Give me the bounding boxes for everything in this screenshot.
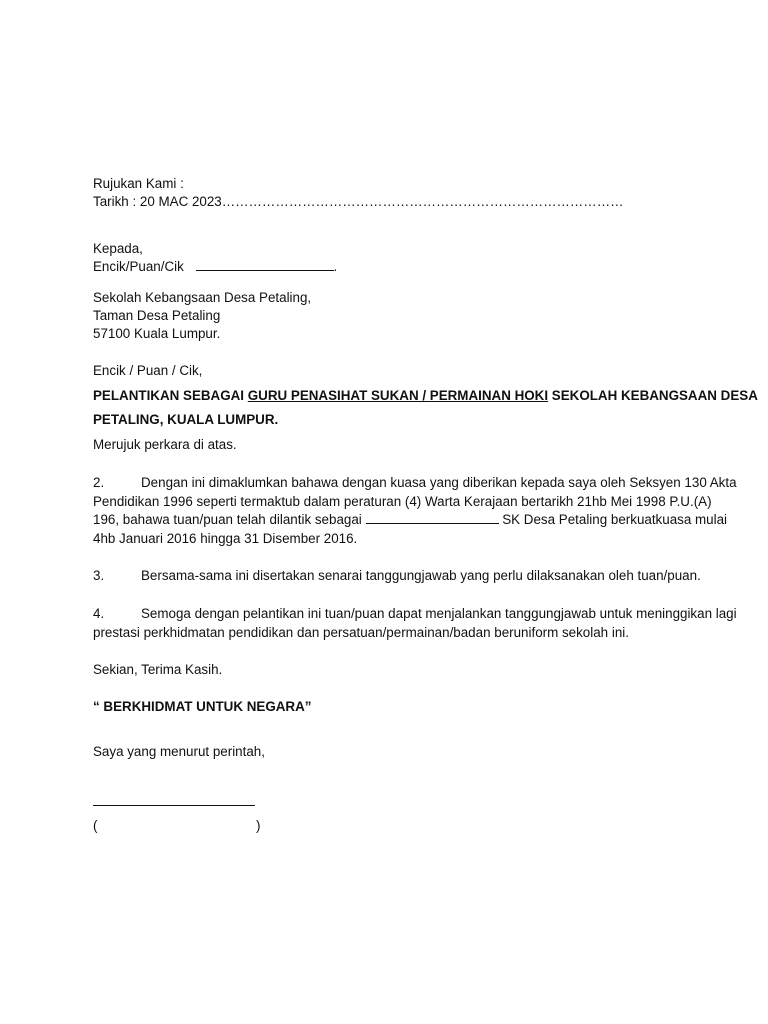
closing-line: Sekian, Terima Kasih. bbox=[93, 662, 223, 677]
motto bbox=[93, 698, 724, 716]
para2-line-3 bbox=[93, 511, 728, 530]
subject-heading bbox=[93, 384, 758, 432]
para2-number: 2. bbox=[93, 475, 105, 490]
subject-underlined: GURU PENASIHAT SUKAN / PERMAINAN HOKI bbox=[247, 388, 549, 403]
kepada-line: Kepada, bbox=[93, 241, 143, 256]
recipient-line-end: . bbox=[333, 259, 338, 275]
para3-text: Bersama-sama ini disertakan senarai tanggungjawab yang perlu dilaksanakan oleh tuan/puan. bbox=[141, 568, 701, 583]
address-line-3: 57100 Kuala Lumpur. bbox=[93, 326, 221, 342]
reference-line: Merujuk perkara di atas. bbox=[93, 437, 237, 452]
signature-paren-open: ( bbox=[93, 818, 98, 833]
subject-part-1: PELANTIKAN SEBAGAI bbox=[93, 388, 248, 403]
para2-text-1: Dengan ini dimaklumkan bahawa dengan kuasa yang diberikan kepada saya oleh Seksyen 130 Akta bbox=[141, 475, 737, 490]
greeting-line: Encik / Puan / Cik, bbox=[93, 363, 203, 378]
para4-text-1: Semoga dengan pelantikan ini tuan/puan dapat menjalankan tanggungjawab untuk meninggikan lagi bbox=[141, 606, 737, 621]
position-blank bbox=[366, 511, 499, 524]
para4-line-1 bbox=[93, 605, 737, 624]
para2-text-3b: SK Desa Petaling berkuatkuasa mulai bbox=[498, 512, 728, 527]
signature-line bbox=[93, 805, 255, 806]
address-line-1: Sekolah Kebangsaan Desa Petaling, bbox=[93, 290, 312, 305]
para3-line bbox=[93, 567, 724, 586]
subject-line-2: PETALING, KUALA LUMPUR. bbox=[93, 412, 279, 427]
address-line-2: Taman Desa Petaling bbox=[93, 308, 221, 324]
signature-paren-close: ) bbox=[256, 818, 261, 833]
signoff bbox=[93, 743, 724, 761]
para2-text-3a: 196, bahawa tuan/puan telah dilantik sebagai bbox=[93, 512, 366, 527]
motto-line: “ BERKHIDMAT UNTUK NEGARA” bbox=[93, 699, 312, 714]
reference-sentence bbox=[93, 436, 724, 454]
para2-line-4: 4hb Januari 2016 hingga 31 Disember 2016. bbox=[93, 530, 358, 546]
rujukan-line: Rujukan Kami : bbox=[93, 176, 184, 191]
recipient-block bbox=[93, 240, 724, 276]
paragraph-3 bbox=[93, 567, 724, 586]
greeting bbox=[93, 362, 724, 380]
para4-number: 4. bbox=[93, 606, 105, 621]
para3-number: 3. bbox=[93, 568, 105, 583]
reference-header bbox=[93, 175, 724, 211]
signoff-line: Saya yang menurut perintah, bbox=[93, 744, 265, 759]
salutation-label: Encik/Puan/Cik bbox=[93, 259, 184, 275]
recipient-name-blank bbox=[196, 258, 334, 271]
subject-line-1 bbox=[93, 384, 758, 408]
paragraph-4 bbox=[93, 605, 737, 642]
subject-part-2: SEKOLAH KEBANGSAAN DESA bbox=[548, 388, 758, 403]
address-block bbox=[93, 289, 724, 344]
para4-line-2: prestasi perkhidmatan pendidikan dan persatuan/permainan/badan beruniform sekolah ini. bbox=[93, 624, 629, 640]
para2-line-1 bbox=[93, 474, 737, 493]
tarikh-line: Tarikh : 20 MAC 2023……………………………………………………………………………… bbox=[93, 194, 624, 210]
para2-line-2: Pendidikan 1996 seperti termaktub dalam peraturan (4) Warta Kerajaan bertarikh 21hb Mei 1998 P.U.(A) bbox=[93, 493, 712, 509]
recipient-name-line bbox=[93, 258, 724, 276]
closing bbox=[93, 661, 724, 679]
paragraph-2 bbox=[93, 474, 737, 548]
